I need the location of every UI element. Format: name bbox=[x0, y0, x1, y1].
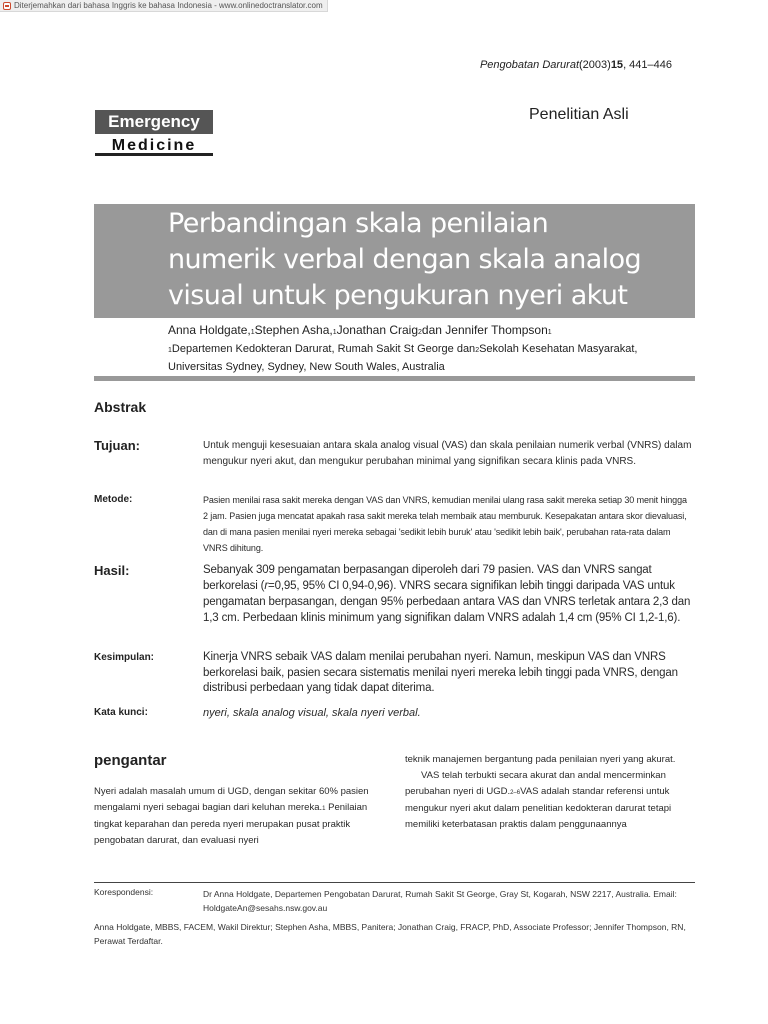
author-affil-mark: 1 bbox=[547, 329, 552, 336]
author-affil-mark: 2 bbox=[418, 329, 422, 336]
conclusion-text: Kinerja VNRS sebaik VAS dalam menilai perubahan nyeri. Namun, meskipun VAS dan VNRS berkorelasi baik, pasien secara sistematis menilai nyeri mereka lebih tinggi pada VNRS, dengan distribusi perbedaan yang tidak dapat diterima. bbox=[203, 651, 678, 694]
objective-label: Tujuan: bbox=[94, 438, 140, 453]
affil-text: Sekolah Kesehatan Masyarakat, Universitas Sydney, Sydney, New South Wales, Australia bbox=[168, 343, 638, 373]
intro-right-column bbox=[405, 752, 695, 833]
title-band bbox=[94, 204, 695, 318]
methods-text: Pasien menilai rasa sakit mereka dengan VAS dan VNRS, kemudian menilai ulang rasa sakit mereka setiap 30 menit hingga 2 jam. Pasien juga mencatat apakah rasa sakit mereka telah membaik atau memburuk. Kesepakatan antara skor dievaluasi, dan di mana pasien menilai nyeri mereka sebagai 'sedikit lebih buruk' atau 'sedikit lebih baik', perubahan rata-rata dalam VNRS dihitung. bbox=[203, 495, 687, 553]
author-affil-mark: 1 bbox=[250, 329, 255, 336]
affil-mark: 2 bbox=[475, 347, 480, 354]
intro-paragraph-text: VAS adalah standar referensi untuk mengukur nyeri akut dalam penelitian kedokteran darurat tetapi memiliki keterbatasan praktis dalam penggunaannya bbox=[405, 786, 672, 830]
article-type: Penelitian Asli bbox=[529, 106, 629, 123]
intro-left-column bbox=[94, 784, 390, 849]
citation-year: (2003) bbox=[579, 59, 611, 71]
author-affil-mark: 1 bbox=[332, 329, 337, 336]
citation-pages: , 441–446 bbox=[623, 59, 672, 71]
citation-volume: 15 bbox=[610, 59, 624, 71]
journal-logo bbox=[95, 110, 213, 156]
intro-paragraph bbox=[405, 768, 695, 833]
translator-banner[interactable] bbox=[0, 0, 328, 12]
author-list bbox=[168, 323, 552, 337]
intro-paragraph: Penilaian tingkat keparahan dan pereda nyeri merupakan pusat praktik pengobatan darurat, dan evaluasi nyeri bbox=[94, 802, 368, 846]
objective-text: Untuk menguji kesesuaian antara skala analog visual (VAS) dan skala penilaian numerik verbal (VNRS) dalam mengukur nyeri akut, dan mengukur perubahan minimal yang signifikan secara klinis pada VNRS. bbox=[203, 440, 692, 467]
results-r-symbol: r bbox=[264, 580, 269, 592]
affiliations bbox=[168, 341, 688, 375]
keywords-label: Kata kunci: bbox=[94, 707, 148, 718]
intro-paragraph: teknik manajemen bergantung pada penilaian nyeri yang akurat. bbox=[405, 754, 676, 765]
intro-paragraph: Nyeri adalah masalah umum di UGD, dengan sekitar 60% pasien mengalami nyeri sebagai bagian dari keluhan mereka. bbox=[94, 786, 369, 813]
affil-mark: 1 bbox=[168, 347, 172, 354]
pdf-document-icon bbox=[3, 2, 11, 10]
author-name: dan Jennifer Thompson bbox=[421, 323, 548, 337]
logo-line-emergency: Emergency bbox=[95, 110, 213, 134]
translator-banner-text[interactable]: Diterjemahkan dari bahasa Inggris ke bahasa Indonesia - www.onlinedoctranslator.com bbox=[14, 1, 323, 10]
correspondence-label: Korespondensi: bbox=[94, 887, 154, 897]
results-label: Hasil: bbox=[94, 563, 130, 578]
journal-citation bbox=[480, 59, 672, 71]
introduction-heading: pengantar bbox=[94, 752, 167, 769]
author-name: Jonathan Craig bbox=[336, 323, 419, 337]
footnote-divider bbox=[94, 882, 695, 883]
results-text bbox=[203, 562, 693, 626]
article-title: Perbandingan skala penilaian numerik verbal dengan skala analog visual untuk pengukuran nyeri akut bbox=[168, 208, 642, 311]
methods-label: Metode: bbox=[94, 494, 133, 505]
abstract-heading: Abstrak bbox=[94, 399, 147, 415]
results-text-part: =0,95, 95% CI 0,94-0,96). VNRS secara signifikan lebih tinggi daripada VAS untuk pengamatan berpasangan, dengan 95% perbedaan antara VAS dan VNRS terletak antara 2,3 dan 1,3 cm. Perbedaan klinis minimum yang signifikan dalam VNRS adalah 1,4 cm (95% CI 1,2-1,6). bbox=[203, 580, 691, 624]
correspondence-text: Dr Anna Holdgate, Departemen Pengobatan Darurat, Rumah Sakit St George, Gray St, Kogarah, NSW 2217, Australia. Email: HoldgateAn@sesahs.nsw.gov.au bbox=[203, 889, 677, 913]
citation-ref: 1 bbox=[322, 806, 326, 812]
author-credentials: Anna Holdgate, MBBS, FACEM, Wakil Direktur; Stephen Asha, MBBS, Panitera; Jonathan Craig, FRACP, PhD, Associate Professor; Jennifer Thompson, RN, Perawat Terdaftar. bbox=[94, 922, 686, 946]
author-name: Anna Holdgate, bbox=[168, 323, 251, 337]
header-divider bbox=[94, 376, 695, 381]
logo-line-medicine: Medicine bbox=[95, 134, 213, 156]
citation-ref: 2–6 bbox=[510, 790, 521, 796]
journal-name: Pengobatan Darurat bbox=[479, 59, 580, 71]
affil-text: Departemen Kedokteran Darurat, Rumah Sakit St George dan bbox=[171, 343, 476, 355]
intro-paragraph-text: VAS telah terbukti secara akurat dan andal mencerminkan perubahan nyeri di UGD. bbox=[405, 770, 666, 797]
conclusion-label: Kesimpulan: bbox=[94, 652, 155, 663]
author-name: Stephen Asha, bbox=[254, 323, 333, 337]
keywords-text: nyeri, skala analog visual, skala nyeri verbal. bbox=[203, 707, 421, 719]
results-text-part: Sebanyak 309 pengamatan berpasangan diperoleh dari 79 pasien. VAS dan VNRS sangat berkorelasi ( bbox=[203, 564, 652, 592]
